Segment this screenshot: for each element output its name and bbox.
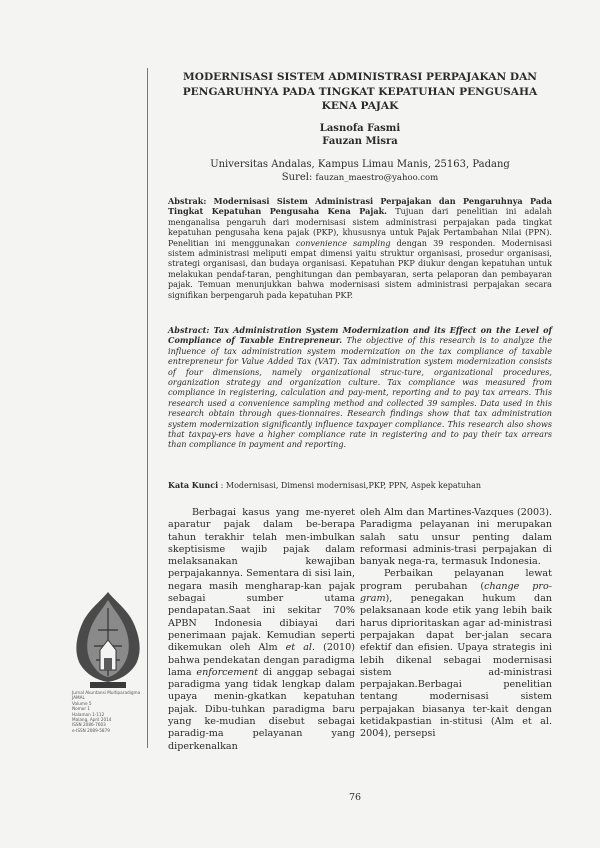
abstract-english bbox=[168, 325, 552, 450]
abstract-indonesian bbox=[168, 196, 552, 300]
body-column-left bbox=[168, 507, 355, 753]
paragraph: Perbaikan pelayanan lewat program perubahan (change pro-gram), penegakan hukum dan pelaksanaan kode etik yang lebih baik harus diprioritaskan agar ad-ministrasi perpajakan dapat ber-jalan secara efektif dan efisien. Upaya strategis ini lebih dikenal sebagai modernisasi sistem ad-ministrasi perpajakan.Berbagai penelitian tentang modernisasi sistem perpajakan biasanya ter-kait dengan ketidakpastian in-stitusi (Alm et al. 2004), persepsi bbox=[360, 568, 552, 740]
keywords bbox=[168, 480, 552, 491]
email-line bbox=[168, 171, 552, 185]
margin-rule bbox=[147, 68, 148, 748]
author-1: Lasnofa Fasmi bbox=[319, 123, 401, 134]
paragraph: Berbagai kasus yang me-nyeret aparatur pajak dalam be-berapa tahun terakhir telah men-imbulkan skeptisisme wajib pajak dalam melaksanakan kewajiban perpajakannya. Sementara di sisi lain, negara masih mengharap-kan pajak sebagai sumber utama pendapatan.Saat ini sekitar 70% APBN Indonesia dibiayai dari penerimaan pajak. Kemudian seperti dikemukan oleh Alm et al. (2010) bahwa pendekatan dengan paradigma lama enforcement di anggap sebagai paradigma yang tidak lengkap dalam upaya menin-gkatkan kepatuhan pajak. Dibu-tuhkan paradigma baru yang ke-mudian disebut sebagai paradig-ma pelayanan yang diperkenalkan bbox=[168, 507, 356, 752]
abstract-id-lead: Abstrak: Modernisasi Sistem Administrasi Perpajakan dan Pengaruhnya Pada Tingkat Kepatuhan Pengusaha Kena Pajak. bbox=[168, 196, 552, 217]
abstract-en-lead: Abstract: Tax Administration System Modernization and its Effect on the Level of Compliance of Taxable Entrepreneur. bbox=[168, 325, 552, 346]
journal-info: Jurnal Akuntansi Multiparadigma JAMAL Volume 5 Nomor 1 Halaman 1-112 Malang, April 2014 ISSN 2086-7603 e-ISSN 2089-5879 bbox=[72, 690, 141, 733]
email-address[interactable]: fauzan_maestro@yahoo.com bbox=[315, 173, 439, 183]
paper-title: MODERNISASI SISTEM ADMINISTRASI PERPAJAKAN DAN PENGARUHNYA PADA TINGKAT KEPATUHAN PENGUSAHA KENA PAJAK bbox=[182, 71, 538, 112]
body-column-right bbox=[360, 507, 552, 741]
abstract-en-body: The objective of this research is to analyze the influence of tax administration system modernization on the tax compliance of taxable entrepreneur for Value Added Tax (VAT). Tax administration system modernization consists of four dimensions, namely organizational struc-ture, organizational procedures, organization strategy and organization culture. Tax compliance was measured from compliance in registering, calculation and pay-ment, reporting and to pay tax arrears. This research used a convenience sampling method and collected 39 samples. Data used in this research obtain through ques-tionnaires. Research findings show that tax administration system modernization significantly influence taxpayer compliance. This research also shows that taxpay-ers have a higher compliance rate in registering and to pay their tax arrears than compliance in payment and reporting. bbox=[168, 335, 552, 450]
abstract-id-term: convenience sampling bbox=[295, 237, 391, 248]
keywords-label: Kata Kunci bbox=[168, 480, 219, 490]
abstract-id-body: Tujuan dari penelitian ini adalah menganalisa pengaruh dari modernisasi sistem administrasi perpajakan pada tingkat kepatuhan pengusaha kena pajak (PKP), khususnya untuk Pajak Pertambahan Nilai (PPN). Penelitian ini menggunakan bbox=[168, 206, 553, 248]
keywords-text: : Modernisasi, Dimensi modernisasi,PKP, PPN, Aspek kepatuhan bbox=[220, 481, 482, 490]
paragraph: oleh Alm dan Martines-Vazques (2003). Paradigma pelayanan ini merupakan salah satu unsur penting dalam reformasi adminis-trasi perpajakan di banyak nega-ra, termasuk Indonesia. bbox=[360, 507, 552, 568]
page-number: 76 bbox=[348, 792, 362, 803]
abstract-id-body2: dengan 39 responden. Modernisasi sistem administrasi meliputi empat dimensi yaitu struktur organisasi, prosedur organisasi, strategi organisasi, dan budaya organisasi. Kepatuhan PKP diukur dengan kepatuhan untuk melakukan pendaf-taran, penghitungan dan pembayaran, serta pelaporan dan pembayaran pajak. Temuan menunjukkan bahwa modernisasi sistem administrasi perpajakan secara signifikan berpengaruh pada kepatuhan PKP. bbox=[168, 237, 552, 300]
wayang-gunungan-logo-icon bbox=[70, 590, 146, 690]
author-2: Fauzan Misra bbox=[322, 136, 398, 147]
email-label: Surel: bbox=[281, 172, 313, 183]
affiliation: Universitas Andalas, Kampus Limau Manis, 25163, Padang bbox=[210, 159, 510, 170]
